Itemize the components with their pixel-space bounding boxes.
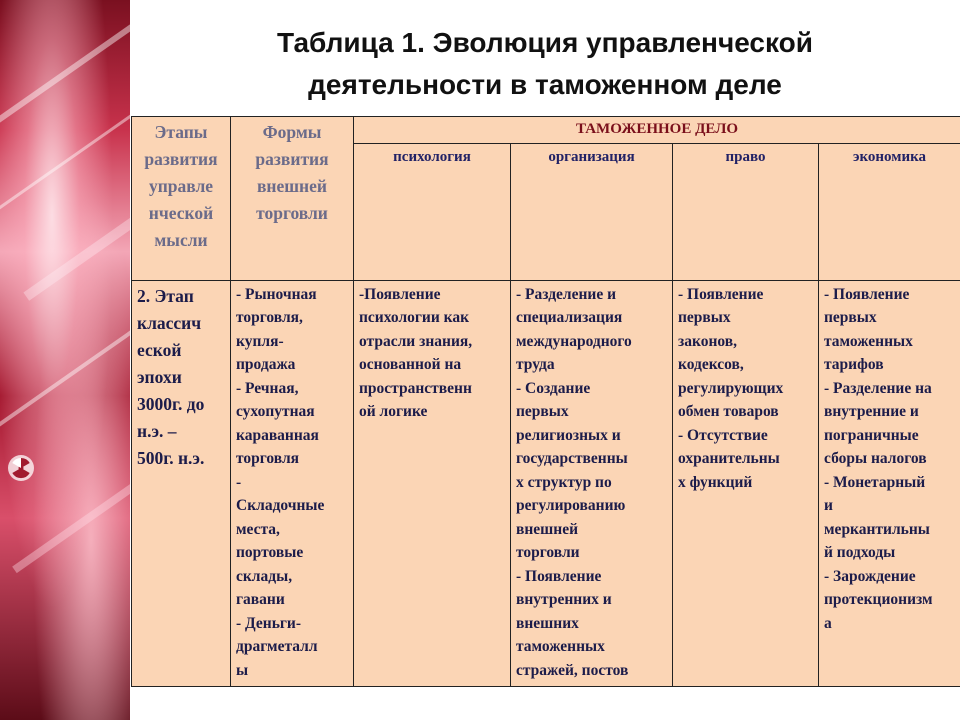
- forms-cell: - Рыночная торговля, купля- продажа - Речная, сухопутная караванная торговля - Складочные места, портовые склады, гавани - Деньги- драгметалл ы: [231, 280, 354, 686]
- law-cell: - Появление первых законов, кодексов, регулирующих обмен товаров - Отсутствие охранительны х функций: [673, 280, 819, 686]
- organization-cell: - Разделение и специализация международного труда - Создание первых религиозных и государственны х структур по регулированию внешней торговли - Появление внутренних и внешних таможенных стражей, постов: [511, 280, 673, 686]
- stage-cell: 2. Этап классич еской эпохи 3000г. до н.э. – 500г. н.э.: [132, 280, 231, 686]
- header-customs: ТАМОЖЕННОЕ ДЕЛО: [354, 117, 960, 144]
- psychology-cell: -Появление психологии как отрасли знания, основанной на пространственн ой логике: [354, 280, 511, 686]
- header-stage: Этапы развития управле нческой мысли: [132, 117, 231, 281]
- decorative-side-image: [0, 0, 130, 720]
- evolution-table: [131, 116, 960, 687]
- subheader-law: право: [673, 144, 819, 281]
- economics-cell: - Появление первых таможенных тарифов - Разделение на внутренние и пограничные сборы налогов - Монетарный и меркантильны й подходы - Зарождение протекционизм а: [819, 280, 960, 686]
- subheader-economics: экономика: [819, 144, 960, 281]
- subheader-organization: организация: [511, 144, 673, 281]
- title-line-2: деятельности в таможенном деле: [308, 69, 782, 100]
- subheader-psychology: психология: [354, 144, 511, 281]
- radiation-icon: [8, 455, 34, 481]
- title-line-1: Таблица 1. Эволюция управленческой: [277, 27, 813, 58]
- header-forms: Формы развития внешней торговли: [231, 117, 354, 281]
- slide-title: [140, 22, 950, 106]
